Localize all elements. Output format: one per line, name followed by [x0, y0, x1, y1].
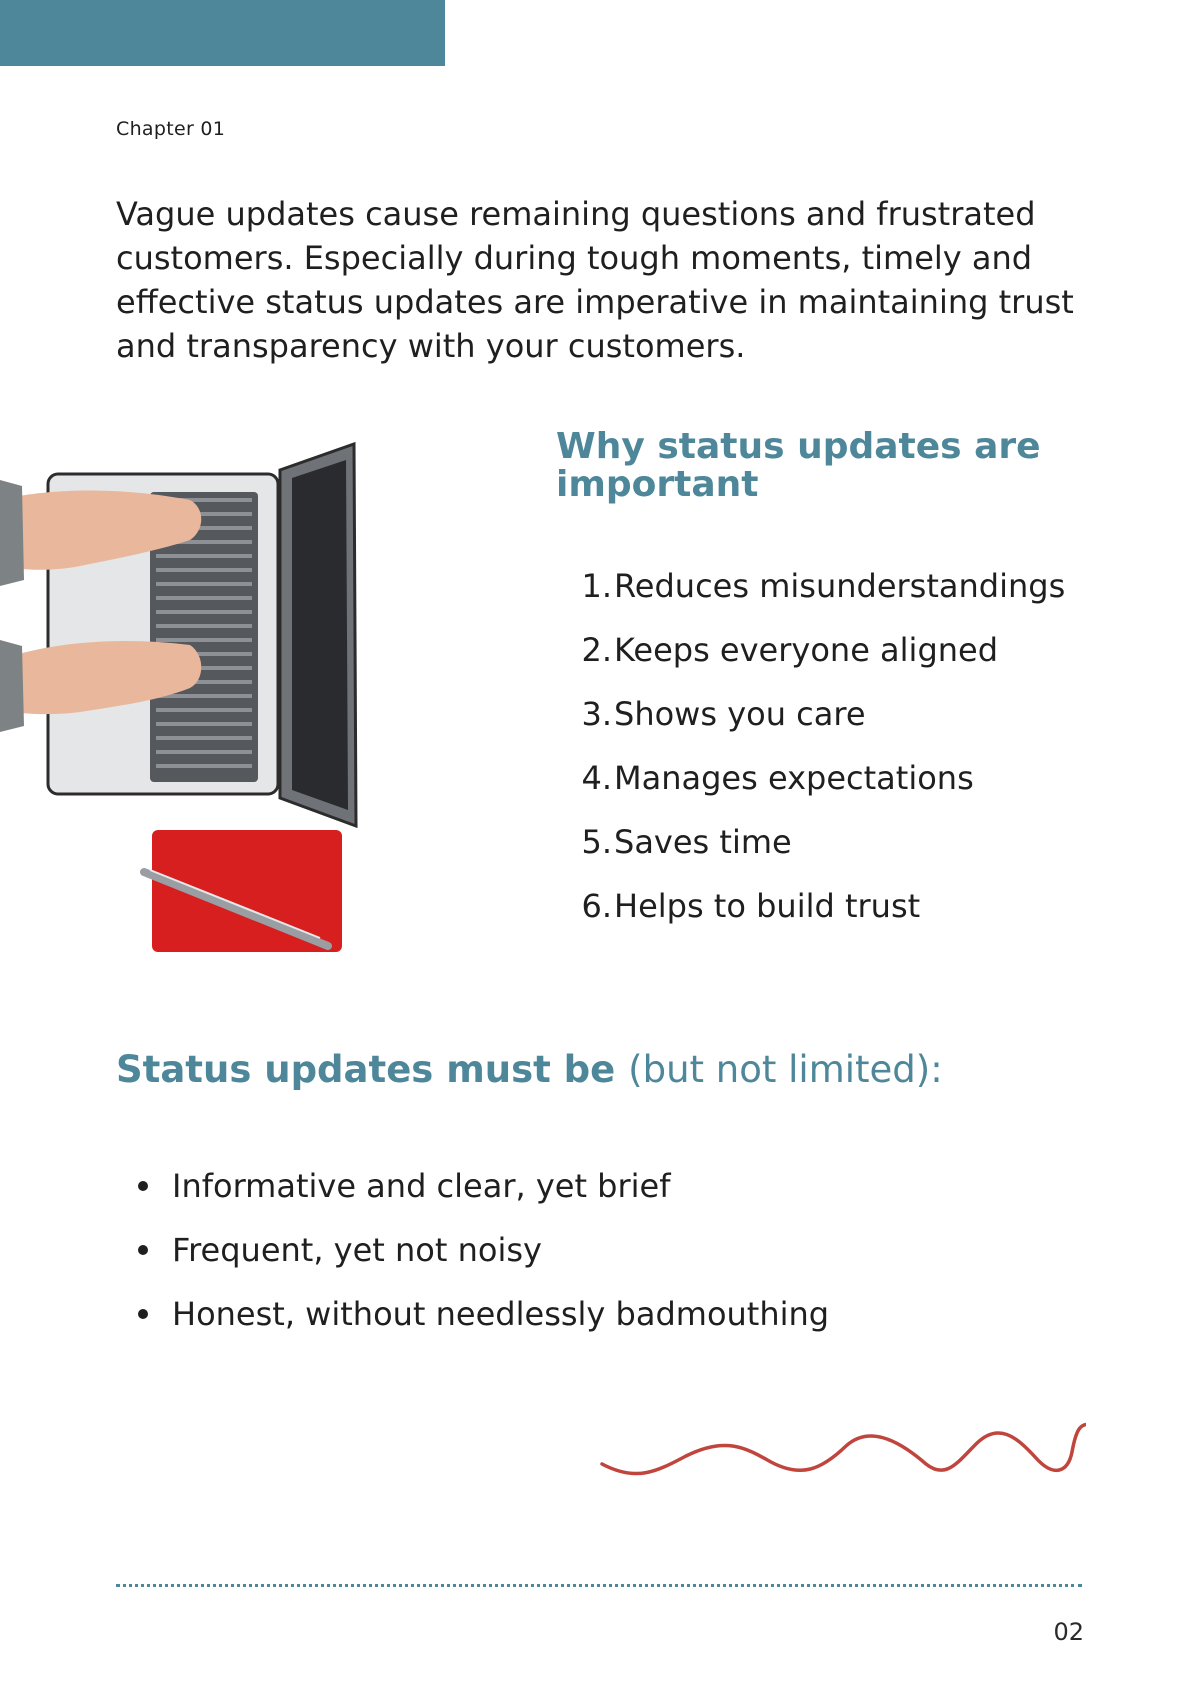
list-item-number: 5. [581, 823, 612, 861]
list-item-number: 1. [581, 567, 612, 605]
chapter-label: Chapter 01 [116, 118, 226, 140]
must-heading-light: (but not limited): [628, 1048, 943, 1091]
intro-paragraph: Vague updates cause remaining questions and frustrated customers. Especially during tough moments, timely and effective status updates are imperative in maintaining trust and transparency with your customers. [116, 195, 1074, 365]
list-item [138, 1154, 829, 1218]
laptop-screen [292, 460, 348, 810]
bullet-icon [138, 1245, 148, 1255]
list-item-text: Manages expectations [614, 759, 974, 797]
red-notebook [152, 830, 342, 952]
squiggle-line [602, 1424, 1086, 1473]
list-item-text: Informative and clear, yet brief [172, 1167, 671, 1205]
list-item-text: Keeps everyone aligned [614, 631, 999, 669]
left-sleeve [0, 480, 24, 586]
list-item [576, 822, 1065, 886]
list-item [576, 886, 1065, 950]
bullet-icon [138, 1181, 148, 1191]
must-section-heading [116, 1046, 943, 1094]
list-item [576, 694, 1065, 758]
header-accent-bar [0, 0, 445, 66]
list-item [138, 1218, 829, 1282]
page-number: 02 [1053, 1618, 1084, 1646]
list-item-text: Saves time [614, 823, 792, 861]
list-item-number: 4. [581, 759, 612, 797]
list-item [576, 630, 1065, 694]
must-heading-bold: Status updates must be [116, 1048, 616, 1091]
list-item [576, 758, 1065, 822]
why-section-heading: Why status updates are important [556, 426, 1041, 505]
list-item-text: Helps to build trust [614, 887, 921, 925]
laptop-notebook-illustration [0, 430, 380, 970]
list-item [138, 1282, 829, 1346]
reasons-list [576, 566, 1065, 950]
list-item-text: Shows you care [614, 695, 866, 733]
list-item-number: 2. [581, 631, 612, 669]
footer-dotted-rule [116, 1584, 1082, 1587]
list-item-number: 6. [581, 887, 612, 925]
decorative-squiggle [596, 1412, 1086, 1484]
list-item-text: Reduces misunderstandings [614, 567, 1066, 605]
bullet-icon [138, 1309, 148, 1319]
right-sleeve [0, 640, 24, 732]
list-item-text: Honest, without needlessly badmouthing [172, 1295, 830, 1333]
list-item [576, 566, 1065, 630]
list-item-number: 3. [581, 695, 612, 733]
must-list [138, 1154, 829, 1346]
list-item-text: Frequent, yet not noisy [172, 1231, 542, 1269]
